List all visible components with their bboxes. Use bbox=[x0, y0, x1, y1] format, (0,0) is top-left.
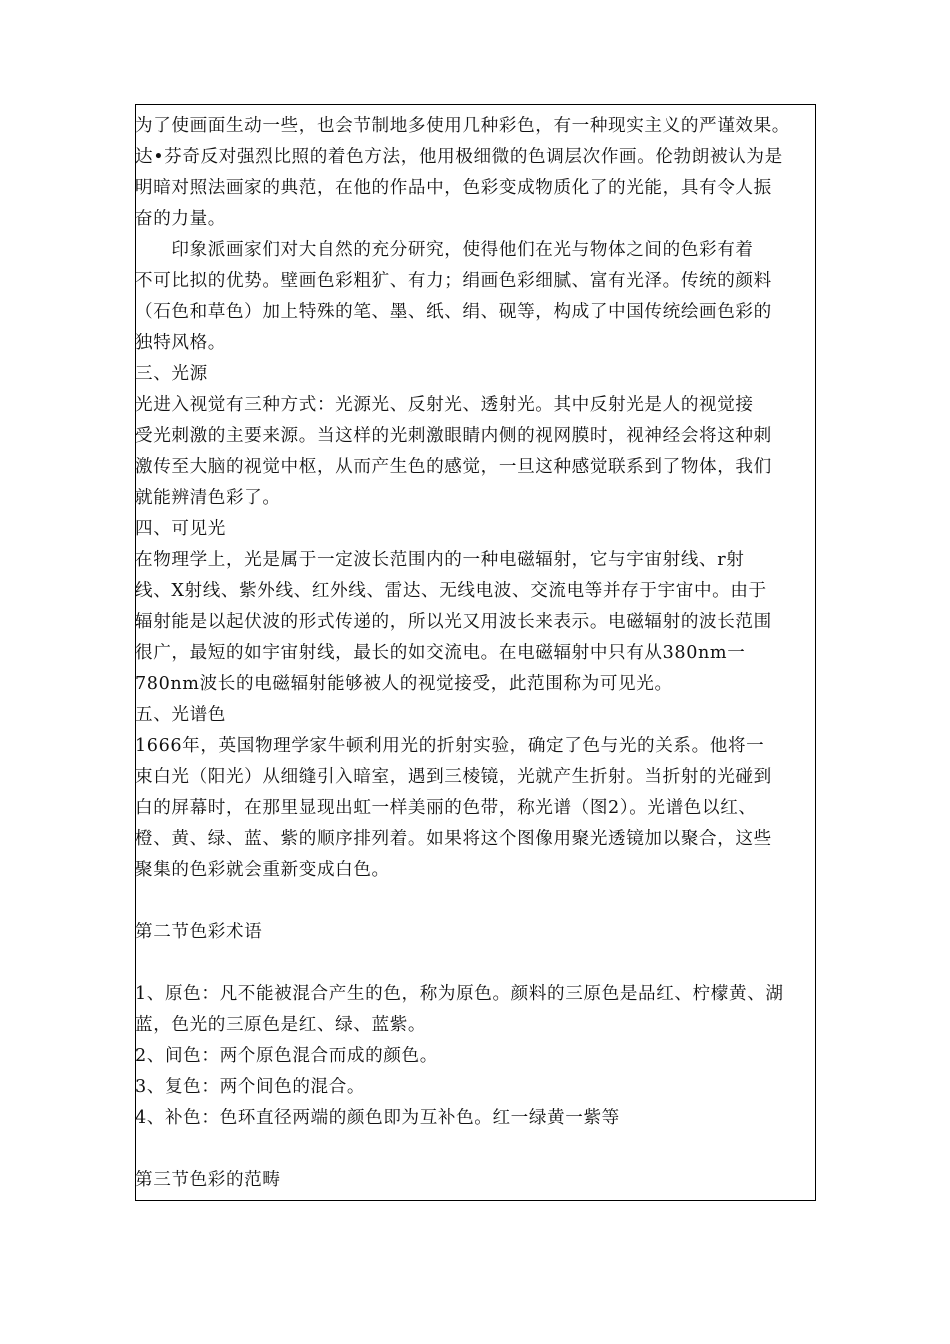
text-line: （石色和草色）加上特殊的笔、墨、纸、绢、砚等，构成了中国传统绘画色彩的 bbox=[135, 302, 772, 322]
text-line: 激传至大脑的视觉中枢，从而产生色的感觉，一旦这种感觉联系到了物体，我们 bbox=[135, 457, 772, 477]
list-item: 4、补色：色环直径两端的颜色即为互补色。红一绿黄一紫等 bbox=[135, 1108, 620, 1128]
heading-spectrum: 五、光谱色 bbox=[135, 705, 226, 725]
text-line: 为了使画面生动一些，也会节制地多使用几种彩色，有一种现实主义的严谨效果。 bbox=[135, 116, 790, 136]
paragraph-spectrum bbox=[136, 731, 817, 886]
color-terms-list bbox=[136, 979, 817, 1134]
text-line: 辐射能是以起伏波的形式传递的，所以光又用波长来表示。电磁辐射的波长范围 bbox=[135, 612, 772, 632]
text-line: 印象派画家们对大自然的充分研究，使得他们在光与物体之间的色彩有着 bbox=[135, 240, 754, 260]
blank-line bbox=[136, 1134, 817, 1165]
list-item: 3、复色：两个间色的混合。 bbox=[135, 1077, 366, 1097]
heading-visible-light: 四、可见光 bbox=[135, 519, 226, 539]
text-line: 聚集的色彩就会重新变成白色。 bbox=[135, 860, 390, 880]
paragraph-intro bbox=[136, 111, 817, 235]
document-table-cell bbox=[135, 104, 816, 1201]
text-line: 线、X射线、紫外线、红外线、雷达、无线电波、交流电等并存于宇宙中。由于 bbox=[135, 581, 767, 601]
text-line: 很广，最短的如宇宙射线，最长的如交流电。在电磁辐射中只有从380nm一 bbox=[135, 643, 746, 663]
text-line: 780nm波长的电磁辐射能够被人的视觉接受，此范围称为可见光。 bbox=[135, 674, 673, 694]
text-line: 受光刺激的主要来源。当这样的光刺激眼睛内侧的视网膜时，视神经会将这种刺 bbox=[135, 426, 772, 446]
text-line: 明暗对照法画家的典范，在他的作品中，色彩变成物质化了的光能，具有令人振 bbox=[135, 178, 772, 198]
text-line: 达•芬奇反对强烈比照的着色方法，他用极细微的色调层次作画。伦勃朗被认为是 bbox=[135, 147, 783, 167]
paragraph-visible-light bbox=[136, 545, 817, 700]
paragraph-impressionism bbox=[136, 235, 817, 359]
heading-light-source: 三、光源 bbox=[135, 364, 208, 384]
text-line: 束白光（阳光）从细缝引入暗室，遇到三棱镜，光就产生折射。当折射的光碰到 bbox=[135, 767, 772, 787]
blank-line bbox=[136, 886, 817, 917]
paragraph-light-source bbox=[136, 390, 817, 514]
document-body bbox=[136, 111, 817, 1196]
text-line: 就能辨清色彩了。 bbox=[135, 488, 281, 508]
text-line: 在物理学上，光是属于一定波长范围内的一种电磁辐射，它与宇宙射线、r射 bbox=[135, 550, 745, 570]
blank-line bbox=[136, 948, 817, 979]
list-item: 蓝，色光的三原色是红、绿、蓝紫。 bbox=[135, 1015, 427, 1035]
heading-section-3: 第三节色彩的范畴 bbox=[135, 1170, 281, 1190]
text-line: 橙、黄、绿、蓝、紫的顺序排列着。如果将这个图像用聚光透镜加以聚合，这些 bbox=[135, 829, 772, 849]
text-line: 不可比拟的优势。壁画色彩粗犷、有力；绢画色彩细腻、富有光泽。传统的颜料 bbox=[135, 271, 772, 291]
list-item: 1、原色：凡不能被混合产生的色，称为原色。颜料的三原色是品红、柠檬黄、湖 bbox=[135, 984, 784, 1004]
text-line: 独特风格。 bbox=[135, 333, 226, 353]
text-line: 光进入视觉有三种方式：光源光、反射光、透射光。其中反射光是人的视觉接 bbox=[135, 395, 754, 415]
heading-section-2: 第二节色彩术语 bbox=[135, 922, 263, 942]
text-line: 奋的力量。 bbox=[135, 209, 226, 229]
text-line: 1666年，英国物理学家牛顿利用光的折射实验，确定了色与光的关系。他将一 bbox=[135, 736, 765, 756]
list-item: 2、间色：两个原色混合而成的颜色。 bbox=[135, 1046, 438, 1066]
text-line: 白的屏幕时，在那里显现出虹一样美丽的色带，称光谱（图2）。光谱色以红、 bbox=[135, 798, 757, 818]
